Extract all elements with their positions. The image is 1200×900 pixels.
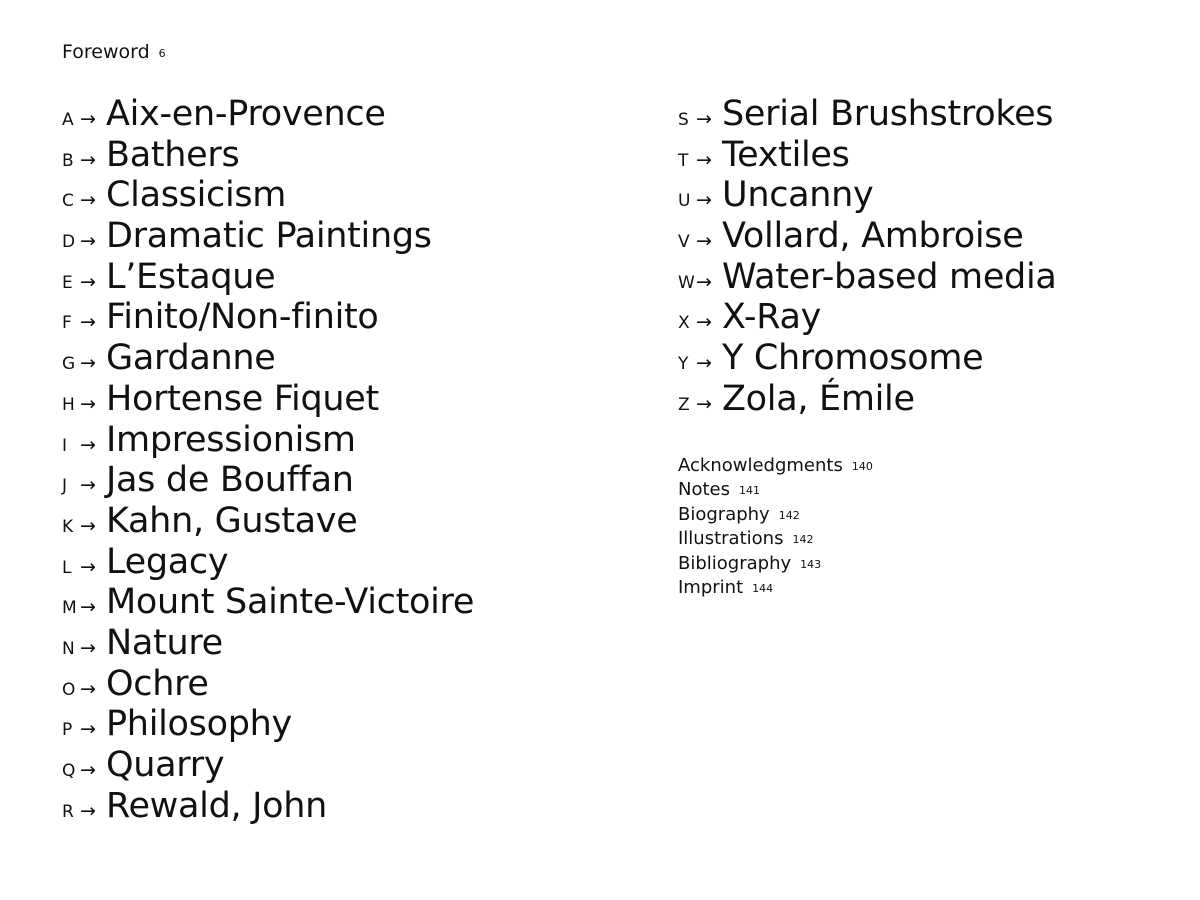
- entry-term: Hortense Fiquet: [106, 378, 379, 419]
- glossary-entry-r[interactable]: [62, 786, 474, 827]
- entry-letter: X: [678, 313, 690, 334]
- entry-letter: R: [62, 801, 74, 822]
- back-matter-page-number: 140: [851, 460, 873, 473]
- back-matter-page-number: 142: [778, 508, 800, 522]
- glossary-entry-o[interactable]: [62, 664, 474, 705]
- glossary-entry-y[interactable]: [678, 338, 1057, 379]
- arrow-icon: →: [80, 474, 96, 497]
- entry-term: Quarry: [106, 745, 225, 785]
- entry-term: Jas de Bouffan: [106, 460, 354, 501]
- entry-letter: Z: [678, 394, 690, 415]
- entry-term: Ochre: [106, 663, 209, 704]
- glossary-entry-d[interactable]: [62, 216, 474, 257]
- arrow-icon: →: [80, 189, 96, 212]
- arrow-icon: →: [696, 189, 712, 212]
- entry-letter: U: [678, 191, 691, 212]
- back-matter-notes[interactable]: [678, 478, 873, 502]
- arrow-icon: →: [80, 433, 96, 456]
- entry-letter: T: [678, 150, 689, 171]
- entry-letter: Y: [678, 354, 689, 375]
- entry-term: Water-based media: [722, 256, 1057, 297]
- entry-term: Zola, Émile: [722, 378, 915, 419]
- back-matter-page-number: 141: [739, 484, 760, 498]
- entry-term: Bathers: [106, 134, 240, 175]
- back-matter-label: Biography: [678, 503, 770, 525]
- entry-term: Textiles: [722, 134, 850, 175]
- entry-letter: M: [62, 598, 77, 619]
- entry-letter: C: [62, 191, 74, 212]
- back-matter-label: Bibliography: [678, 552, 792, 574]
- glossary-entry-q[interactable]: [62, 745, 474, 786]
- back-matter-label: Acknowledgments: [678, 455, 843, 476]
- glossary-entry-u[interactable]: [678, 175, 1057, 216]
- entry-letter: J: [62, 476, 68, 497]
- entry-letter: V: [678, 232, 690, 253]
- entry-term: Kahn, Gustave: [106, 500, 358, 541]
- arrow-icon: →: [80, 759, 96, 781]
- entry-term: Dramatic Paintings: [106, 216, 432, 257]
- arrow-icon: →: [80, 311, 96, 334]
- arrow-icon: →: [80, 108, 96, 130]
- back-matter-page-number: 142: [792, 533, 814, 547]
- back-matter-label: Illustrations: [678, 528, 784, 550]
- back-matter-label: Imprint: [678, 576, 744, 598]
- entry-term: Y Chromosome: [722, 338, 984, 379]
- entry-term: Aix-en-Provence: [106, 94, 386, 134]
- entry-letter: D: [62, 232, 76, 253]
- back-matter-biography[interactable]: [678, 503, 873, 527]
- entry-term: Finito/Non-finito: [106, 297, 379, 338]
- back-matter-bibliography[interactable]: [678, 552, 873, 576]
- back-matter-acknowledgments[interactable]: [678, 454, 873, 478]
- entry-letter: L: [62, 557, 72, 578]
- entry-term: Rewald, John: [106, 785, 328, 826]
- entry-term: Classicism: [106, 175, 287, 216]
- glossary-entry-p[interactable]: [62, 704, 474, 745]
- arrow-icon: →: [80, 352, 96, 375]
- arrow-icon: →: [80, 636, 96, 659]
- entry-term: Mount Sainte-Victoire: [106, 582, 475, 623]
- entry-letter: Q: [62, 761, 76, 781]
- foreword-entry[interactable]: [62, 40, 166, 66]
- glossary-entry-b[interactable]: [62, 135, 474, 176]
- entry-term: Philosophy: [106, 704, 292, 745]
- entry-letter: I: [62, 435, 68, 456]
- arrow-icon: →: [696, 108, 712, 130]
- glossary-column-left: [62, 94, 474, 826]
- arrow-icon: →: [80, 718, 96, 741]
- entry-letter: O: [62, 679, 76, 700]
- entry-letter: E: [62, 272, 73, 293]
- entry-term: Impressionism: [106, 419, 356, 460]
- glossary-entry-t[interactable]: [678, 135, 1057, 176]
- entry-letter: W: [678, 272, 695, 293]
- arrow-icon: →: [696, 148, 712, 171]
- glossary-entry-c[interactable]: [62, 175, 474, 216]
- back-matter-page-number: 144: [752, 581, 774, 595]
- entry-letter: S: [678, 110, 689, 130]
- entry-letter: H: [62, 394, 75, 415]
- arrow-icon: →: [696, 230, 712, 253]
- glossary-entry-s[interactable]: [678, 94, 1057, 135]
- arrow-icon: →: [80, 230, 96, 253]
- glossary-entry-a[interactable]: [62, 94, 474, 135]
- entry-letter: K: [62, 516, 74, 537]
- arrow-icon: →: [696, 270, 712, 293]
- back-matter-list: [678, 454, 873, 600]
- arrow-icon: →: [80, 677, 96, 700]
- glossary-entry-h[interactable]: [62, 379, 474, 420]
- entry-letter: B: [62, 150, 74, 171]
- glossary-entry-x[interactable]: [678, 297, 1057, 338]
- arrow-icon: →: [80, 514, 96, 537]
- glossary-entry-j[interactable]: [62, 460, 474, 501]
- entry-term: Nature: [106, 622, 223, 663]
- arrow-icon: →: [696, 392, 712, 415]
- glossary-entry-z[interactable]: [678, 379, 1057, 420]
- arrow-icon: →: [80, 596, 96, 619]
- entry-term: L’Estaque: [106, 256, 276, 297]
- arrow-icon: →: [80, 392, 96, 415]
- glossary-entry-f[interactable]: [62, 297, 474, 338]
- entry-term: X-Ray: [722, 297, 822, 338]
- entry-letter: P: [62, 720, 73, 741]
- entry-letter: N: [62, 638, 75, 659]
- glossary-entry-l[interactable]: [62, 542, 474, 583]
- entry-term: Legacy: [106, 541, 229, 582]
- glossary-entry-k[interactable]: [62, 501, 474, 542]
- back-matter-label: Notes: [678, 479, 730, 501]
- glossary-entry-w[interactable]: [678, 257, 1057, 298]
- foreword-label: Foreword: [62, 41, 150, 63]
- entry-term: Uncanny: [722, 175, 874, 216]
- glossary-entry-e[interactable]: [62, 257, 474, 298]
- entry-letter: F: [62, 313, 72, 334]
- back-matter-illustrations[interactable]: [678, 527, 873, 551]
- glossary-entry-n[interactable]: [62, 623, 474, 664]
- arrow-icon: →: [80, 799, 96, 822]
- glossary-entry-m[interactable]: [62, 582, 474, 623]
- back-matter-page-number: 143: [800, 557, 822, 571]
- entry-letter: G: [62, 354, 76, 375]
- entry-term: Serial Brushstrokes: [722, 94, 1054, 134]
- glossary-entry-g[interactable]: [62, 338, 474, 379]
- foreword-page-number: 6: [158, 47, 166, 60]
- glossary-entry-v[interactable]: [678, 216, 1057, 257]
- arrow-icon: →: [80, 270, 96, 293]
- arrow-icon: →: [80, 555, 96, 578]
- glossary-column-right: [678, 94, 1057, 420]
- entry-term: Vollard, Ambroise: [722, 216, 1024, 257]
- arrow-icon: →: [696, 352, 712, 375]
- entry-term: Gardanne: [106, 338, 276, 379]
- entry-letter: A: [62, 110, 74, 130]
- glossary-entry-i[interactable]: [62, 420, 474, 461]
- back-matter-imprint[interactable]: [678, 576, 873, 600]
- arrow-icon: →: [696, 311, 712, 334]
- arrow-icon: →: [80, 148, 96, 171]
